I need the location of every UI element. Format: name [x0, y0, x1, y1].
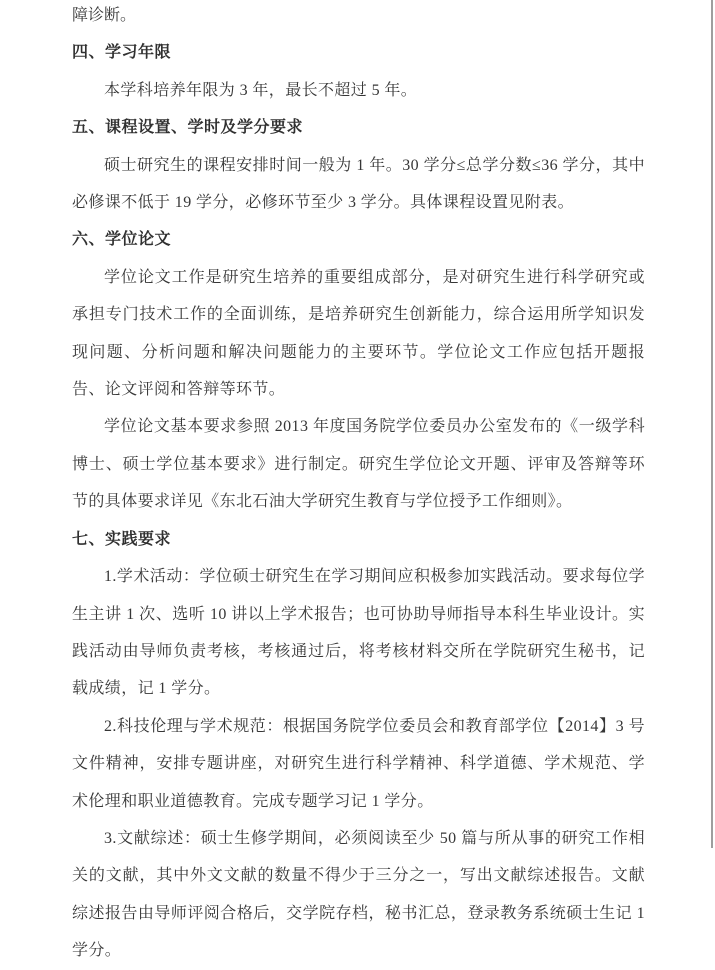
paragraph: 本学科培养年限为 3 年，最长不超过 5 年。	[104, 81, 418, 99]
paragraph: 学位论文工作是研究生培养的重要组成部分，是对研究生进行科学研究或承担专门技术工作的全面训练，是培养研究生创新能力，综合运用所学知识发现问题、分析问题和解决问题能力的主要环节。学位论文工作应包括开题报告、论文评阅和答辩等环节。	[72, 268, 645, 399]
page-edge-line	[711, 0, 713, 848]
paragraph: 硕士研究生的课程安排时间一般为 1 年。30 学分≤总学分数≤36 学分，其中必修课不低于 19 学分，必修环节至少 3 学分。具体课程设置见附表。	[72, 156, 645, 212]
paragraph: 学位论文基本要求参照 2013 年度国务院学位委员办公室发布的《一级学科博士、硕士学位基本要求》进行制定。研究生学位论文开题、评审及答辩等环节的具体要求详见《东北石油大学研究生教育与学位授予工作细则》。	[72, 418, 645, 511]
continuation-line: 障诊断。	[72, 7, 137, 24]
section-heading: 四、学习年限	[72, 44, 172, 62]
paragraph: 1.学术活动：学位硕士研究生在学习期间应积极参加实践活动。要求每位学生主讲 1 次、选听 10 讲以上学术报告；也可协助导师指导本科生毕业设计。实践活动由导师负责考核，考核通过后，将考核材料交所在学院研究生秘书，记载成绩，记 1 学分。	[72, 568, 645, 698]
paragraph: 3.文献综述：硕士生修学期间，必须阅读至少 50 篇与所从事的研究工作相关的文献，其中外文文献的数量不得少于三分之一，写出文献综述报告。文献综述报告由导师评阅合格后，交学院存档，秘书汇总，登录教务系统硕士生记 1 学分。	[72, 829, 645, 960]
section-heading: 七、实践要求	[72, 530, 172, 548]
paragraph: 2.科技伦理与学术规范：根据国务院学位委员会和教育部学位【2014】3 号文件精神，安排专题讲座，对研究生进行科学精神、科学道德、学术规范、学术伦理和职业道德教育。完成专题学习记 1 学分。	[72, 717, 645, 810]
section-heading: 六、学位论文	[72, 231, 172, 249]
document-body	[72, 0, 645, 970]
section-heading: 五、课程设置、学时及学分要求	[72, 119, 304, 137]
